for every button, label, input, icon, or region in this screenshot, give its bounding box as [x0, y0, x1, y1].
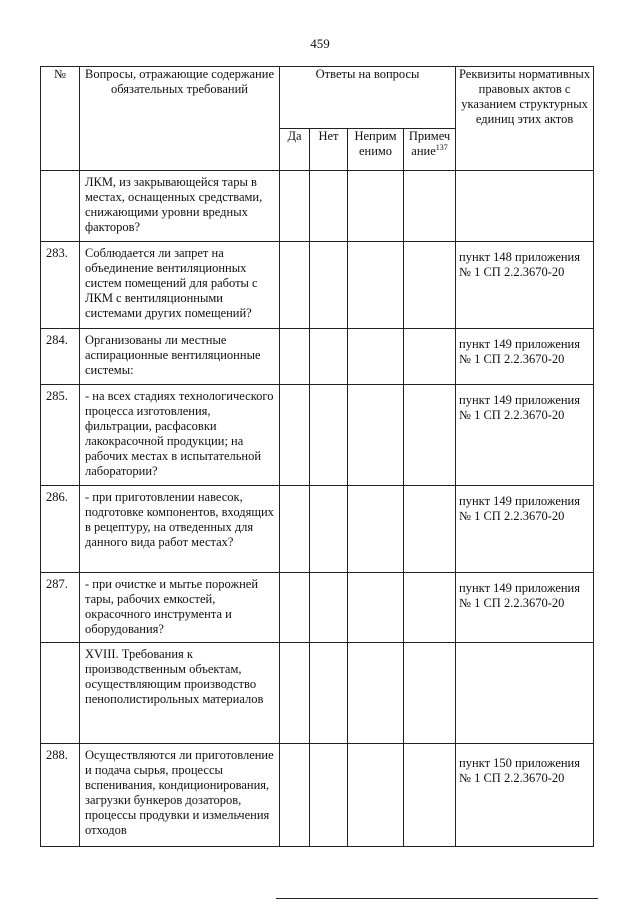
table-row: [41, 171, 594, 242]
row-number: [41, 171, 80, 242]
header-note: [404, 129, 456, 171]
header-row: [41, 67, 594, 129]
answer-yes-cell: [280, 242, 310, 329]
answer-no-cell: [310, 171, 348, 242]
header-requisites: Реквизиты нормативных правовых актов с указанием структурных единиц этих актов: [456, 67, 594, 171]
table-row: [41, 486, 594, 573]
header-num: №: [41, 67, 80, 171]
answer-note-cell: [404, 329, 456, 385]
requisites-text: пункт 149 приложения № 1 СП 2.2.3670-20: [456, 385, 594, 486]
table-row: [41, 385, 594, 486]
section-title: XVIII. Требования к производственным объектам, осуществляющим производство пенополистирольных материалов: [80, 643, 280, 744]
answer-note-cell: [404, 242, 456, 329]
row-number: 287.: [41, 573, 80, 643]
section-row: [41, 643, 594, 744]
page-number: 459: [310, 36, 330, 51]
requisites-text: пункт 148 приложения № 1 СП 2.2.3670-20: [456, 242, 594, 329]
answer-note-cell: [404, 385, 456, 486]
requisites-text: пункт 150 приложения № 1 СП 2.2.3670-20: [456, 744, 594, 847]
answer-note-cell: [404, 171, 456, 242]
requisites-text: пункт 149 приложения № 1 СП 2.2.3670-20: [456, 573, 594, 643]
question-text: Организованы ли местные аспирационные вентиляционные системы:: [80, 329, 280, 385]
answer-yes-cell: [280, 329, 310, 385]
answer-na-cell: [348, 171, 404, 242]
header-answers: Ответы на вопросы: [280, 67, 456, 129]
question-text: - на всех стадиях технологического процесса изготовления, фильтрации, расфасовки лакокрасочной продукции; на рабочих местах в испытательной лаборатории?: [80, 385, 280, 486]
answer-na-cell: [348, 242, 404, 329]
answer-no-cell: [310, 329, 348, 385]
row-number: 285.: [41, 385, 80, 486]
answer-note-cell: [404, 643, 456, 744]
answer-note-cell: [404, 573, 456, 643]
requisites-text: пункт 149 приложения № 1 СП 2.2.3670-20: [456, 486, 594, 573]
question-text: - при очистке и мытье порожней тары, рабочих емкостей, окрасочного инструмента и оборудования?: [80, 573, 280, 643]
answer-note-cell: [404, 744, 456, 847]
checklist-table: [40, 66, 594, 847]
row-number: 286.: [41, 486, 80, 573]
answer-no-cell: [310, 242, 348, 329]
answer-na-cell: [348, 573, 404, 643]
question-text: ЛКМ, из закрывающейся тары в местах, оснащенных средствами, снижающими уровни вредных факторов?: [80, 171, 280, 242]
table-row: [41, 573, 594, 643]
table-row: [41, 744, 594, 847]
header-questions: Вопросы, отражающие содержание обязательных требований: [80, 67, 280, 171]
answer-na-cell: [348, 385, 404, 486]
answer-na-cell: [348, 643, 404, 744]
answer-yes-cell: [280, 385, 310, 486]
header-note-text: Примеч ание: [408, 129, 451, 158]
answer-yes-cell: [280, 171, 310, 242]
header-no: Нет: [310, 129, 348, 171]
answer-yes-cell: [280, 643, 310, 744]
answer-na-cell: [348, 486, 404, 573]
answer-no-cell: [310, 385, 348, 486]
question-text: - при приготовлении навесок, подготовке компонентов, входящих в рецептуру, на отведенных для данного вида работ местах?: [80, 486, 280, 573]
row-number: 283.: [41, 242, 80, 329]
page-bottom-divider: [276, 898, 598, 899]
answer-note-cell: [404, 486, 456, 573]
answer-no-cell: [310, 486, 348, 573]
requisites-text: [456, 643, 594, 744]
question-text: Осуществляются ли приготовление и подача сырья, процессы вспенивания, кондиционирования, загрузки бункеров дозаторов, процессы продувки и измельчения отходов: [80, 744, 280, 847]
answer-na-cell: [348, 744, 404, 847]
header-not-applicable: Неприм енимо: [348, 129, 404, 171]
question-text: Соблюдается ли запрет на объединение вентиляционных систем помещений для работы с ЛКМ с вентиляционными системами других помещений?: [80, 242, 280, 329]
table-row: [41, 242, 594, 329]
answer-yes-cell: [280, 744, 310, 847]
table-row: [41, 329, 594, 385]
answer-no-cell: [310, 744, 348, 847]
requisites-text: [456, 171, 594, 242]
answer-no-cell: [310, 643, 348, 744]
answer-na-cell: [348, 329, 404, 385]
header-yes: Да: [280, 129, 310, 171]
answer-no-cell: [310, 573, 348, 643]
row-number: 288.: [41, 744, 80, 847]
row-number: [41, 643, 80, 744]
answer-yes-cell: [280, 573, 310, 643]
footnote-marker: 137: [435, 142, 448, 152]
answer-yes-cell: [280, 486, 310, 573]
requisites-text: пункт 149 приложения № 1 СП 2.2.3670-20: [456, 329, 594, 385]
row-number: 284.: [41, 329, 80, 385]
